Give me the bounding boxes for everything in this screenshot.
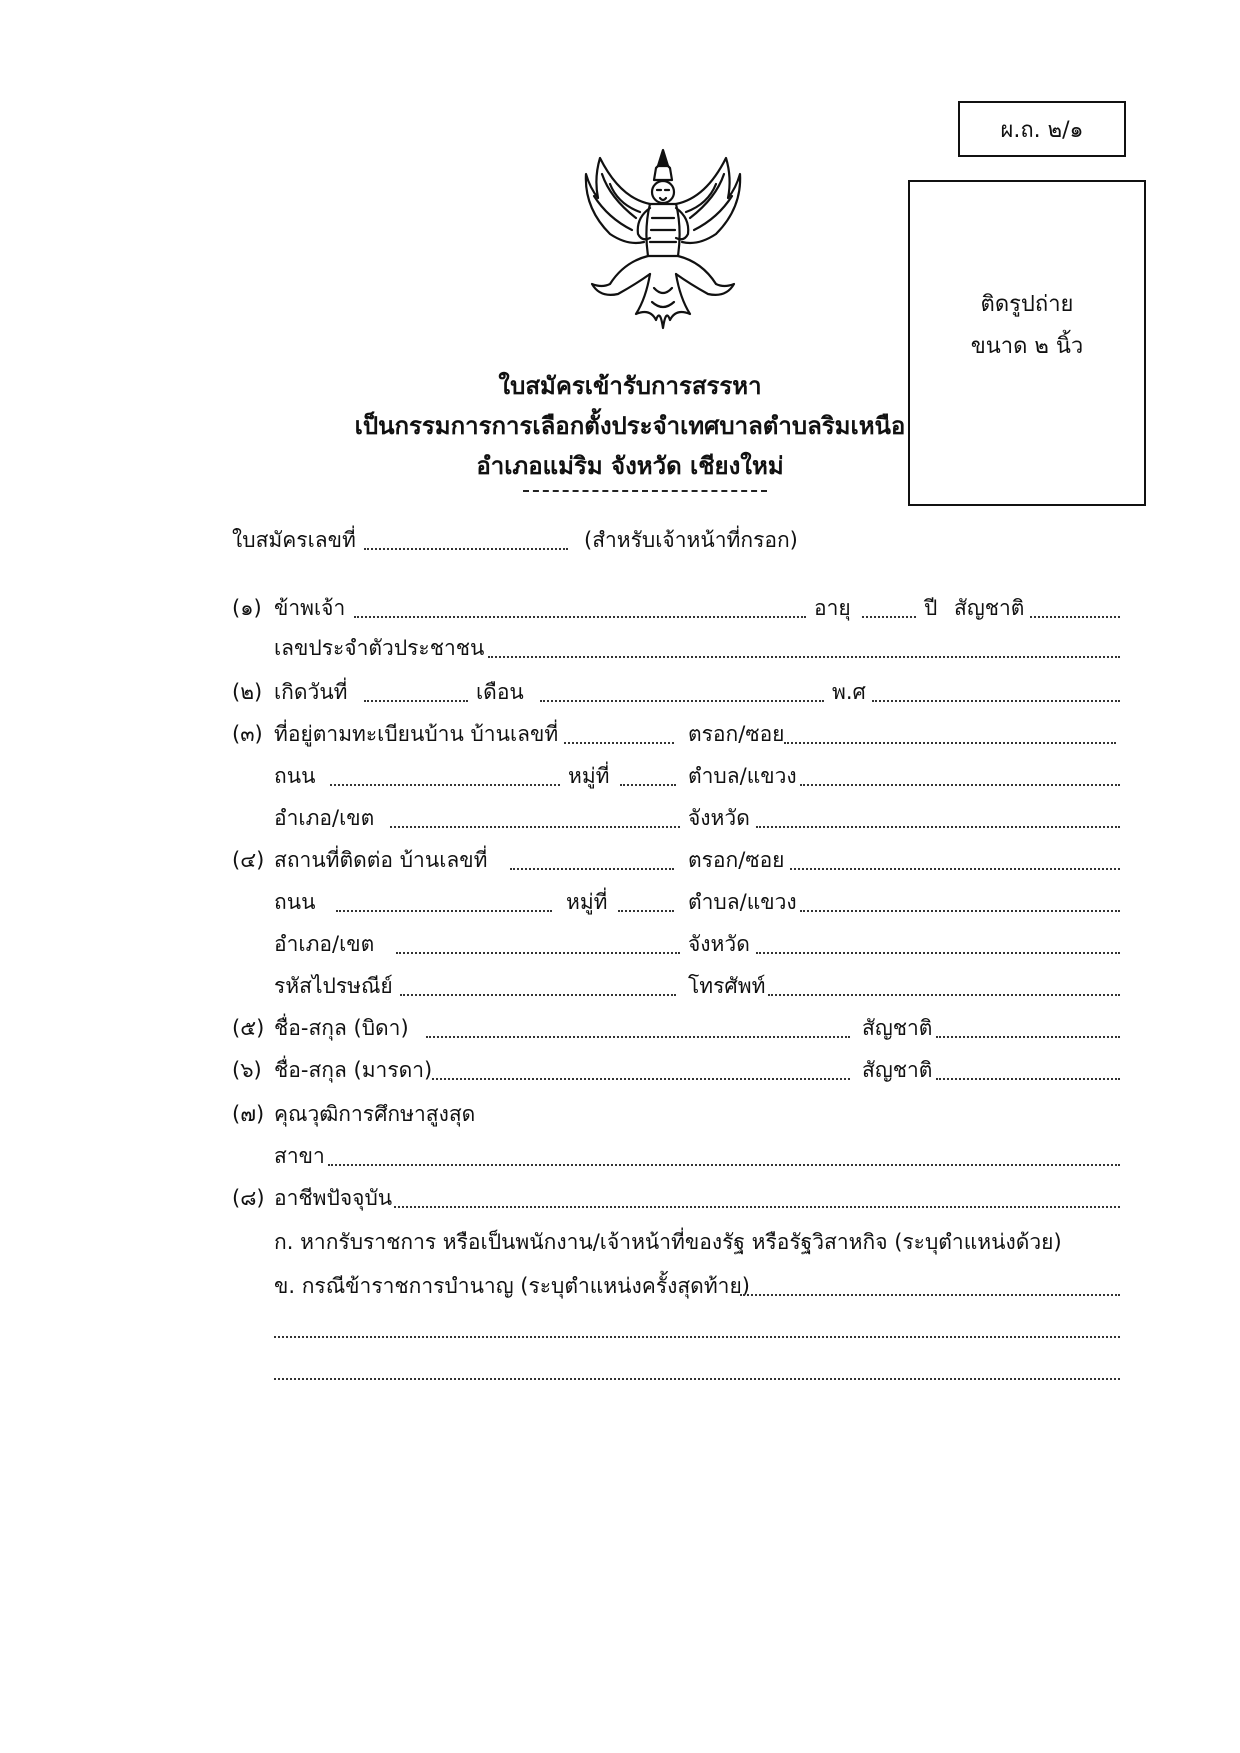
item3-province-label: จังหวัด [688,806,750,830]
item8-b-label: ข. กรณีข้าราชการบำนาญ (ระบุตำแหน่งครั้งสุดท้าย) [274,1274,750,1298]
item1-number: (๑) [232,596,262,620]
item1-nationality-label: สัญชาติ [954,596,1025,620]
item2-born-day-label: เกิดวันที่ [274,680,348,704]
item2-month-label: เดือน [476,680,524,704]
item4-phone-label: โทรศัพท์ [688,974,766,998]
item4-road-label: ถนน [274,890,316,914]
item4-phone-field[interactable] [768,994,1120,996]
item4-house-no-label: สถานที่ติดต่อ บ้านเลขที่ [274,848,488,872]
item2-year-field[interactable] [872,700,1120,702]
item1-age-label: อายุ [814,596,851,620]
item3-province-field[interactable] [756,826,1120,828]
application-no-note: (สำหรับเจ้าหน้าที่กรอก) [584,528,798,552]
item2-month-field[interactable] [540,700,824,702]
item3-alley-field[interactable] [784,742,1116,744]
item4-number: (๔) [232,848,265,872]
item3-moo-field[interactable] [620,784,676,786]
item1-name-label: ข้าพเจ้า [274,596,346,620]
item5-nationality-field[interactable] [936,1036,1120,1038]
item4-road-field[interactable] [336,910,552,912]
item8-number: (๘) [232,1186,265,1210]
title-line3: อำเภอแม่ริม จังหวัด เชียงใหม่ [476,452,784,480]
item1-year-label: ปี [924,596,938,620]
item8-occupation-field[interactable] [394,1206,1120,1208]
photo-box-line1: ติดรูปถ่าย [980,292,1074,317]
item1-id-card-label: เลขประจำตัวประชาชน [274,636,485,660]
item4-subdistrict-label: ตำบล/แขวง [688,890,797,914]
item8-b-field[interactable] [740,1294,1120,1296]
item2-year-label: พ.ศ [832,680,866,704]
item3-house-no-label: ที่อยู่ตามทะเบียนบ้าน บ้านเลขที่ [274,722,559,746]
item1-name-field[interactable] [354,616,806,618]
item2-number: (๒) [232,680,263,704]
item8-occupation-label: อาชีพปัจจุบัน [274,1186,393,1210]
item4-subdistrict-field[interactable] [800,910,1120,912]
item1-id-card-field[interactable] [488,656,1120,658]
item1-nationality-field[interactable] [1030,616,1120,618]
item7-branch-label: สาขา [274,1144,325,1168]
item3-district-label: อำเภอ/เขต [274,806,375,830]
item8-a-label: ก. หากรับราชการ หรือเป็นพนักงาน/เจ้าหน้าที่ของรัฐ หรือรัฐวิสาหกิจ (ระบุตำแหน่งด้วย) [274,1230,1062,1254]
title-divider [523,490,767,492]
item7-number: (๗) [232,1102,265,1126]
item4-alley-label: ตรอก/ซอย [688,848,785,872]
item1-age-field[interactable] [862,616,916,618]
item4-alley-field[interactable] [790,868,1120,870]
item6-mother-name-label: ชื่อ-สกุล (มารดา) [274,1058,433,1082]
item4-province-label: จังหวัด [688,932,750,956]
item5-number: (๕) [232,1016,265,1040]
item3-alley-label: ตรอก/ซอย [688,722,785,746]
item4-district-field[interactable] [396,952,680,954]
item4-postcode-label: รหัสไปรษณีย์ [274,974,393,998]
item3-road-label: ถนน [274,764,316,788]
item7-branch-field[interactable] [328,1164,1120,1166]
item4-house-no-field[interactable] [510,868,674,870]
photo-box-line2: ขนาด ๒ นิ้ว [970,334,1084,359]
item3-moo-label: หมู่ที่ [568,764,610,788]
item4-province-field[interactable] [756,952,1120,954]
garuda-emblem-icon [580,138,746,338]
form-code: ผ.ถ. ๒/๑ [958,101,1126,157]
item4-moo-field[interactable] [618,910,674,912]
item5-father-name-field[interactable] [426,1036,850,1038]
item8-extra-line-1[interactable] [274,1336,1120,1338]
title-line2: เป็นกรรมการการเลือกตั้งประจำเทศบาลตำบลริมเหนือ [354,412,906,440]
application-no-field[interactable] [364,548,568,550]
item3-house-no-field[interactable] [564,742,674,744]
title-line1: ใบสมัครเข้ารับการสรรหา [498,372,762,400]
item6-number: (๖) [232,1058,262,1082]
item8-extra-line-2[interactable] [274,1378,1120,1380]
item6-nationality-field[interactable] [936,1078,1120,1080]
item3-road-field[interactable] [330,784,560,786]
item4-moo-label: หมู่ที่ [566,890,608,914]
item4-postcode-field[interactable] [400,994,676,996]
item3-subdistrict-label: ตำบล/แขวง [688,764,797,788]
item6-mother-name-field[interactable] [432,1078,850,1080]
item3-number: (๓) [232,722,263,746]
item7-education-label: คุณวุฒิการศึกษาสูงสุด [274,1102,476,1126]
photo-box [908,180,1146,506]
item3-subdistrict-field[interactable] [800,784,1120,786]
item3-district-field[interactable] [390,826,680,828]
item5-father-name-label: ชื่อ-สกุล (บิดา) [274,1016,409,1040]
item2-born-day-field[interactable] [364,700,468,702]
item5-nationality-label: สัญชาติ [862,1016,933,1040]
item6-nationality-label: สัญชาติ [862,1058,933,1082]
application-no-label: ใบสมัครเลขที่ [232,528,356,552]
item4-district-label: อำเภอ/เขต [274,932,375,956]
